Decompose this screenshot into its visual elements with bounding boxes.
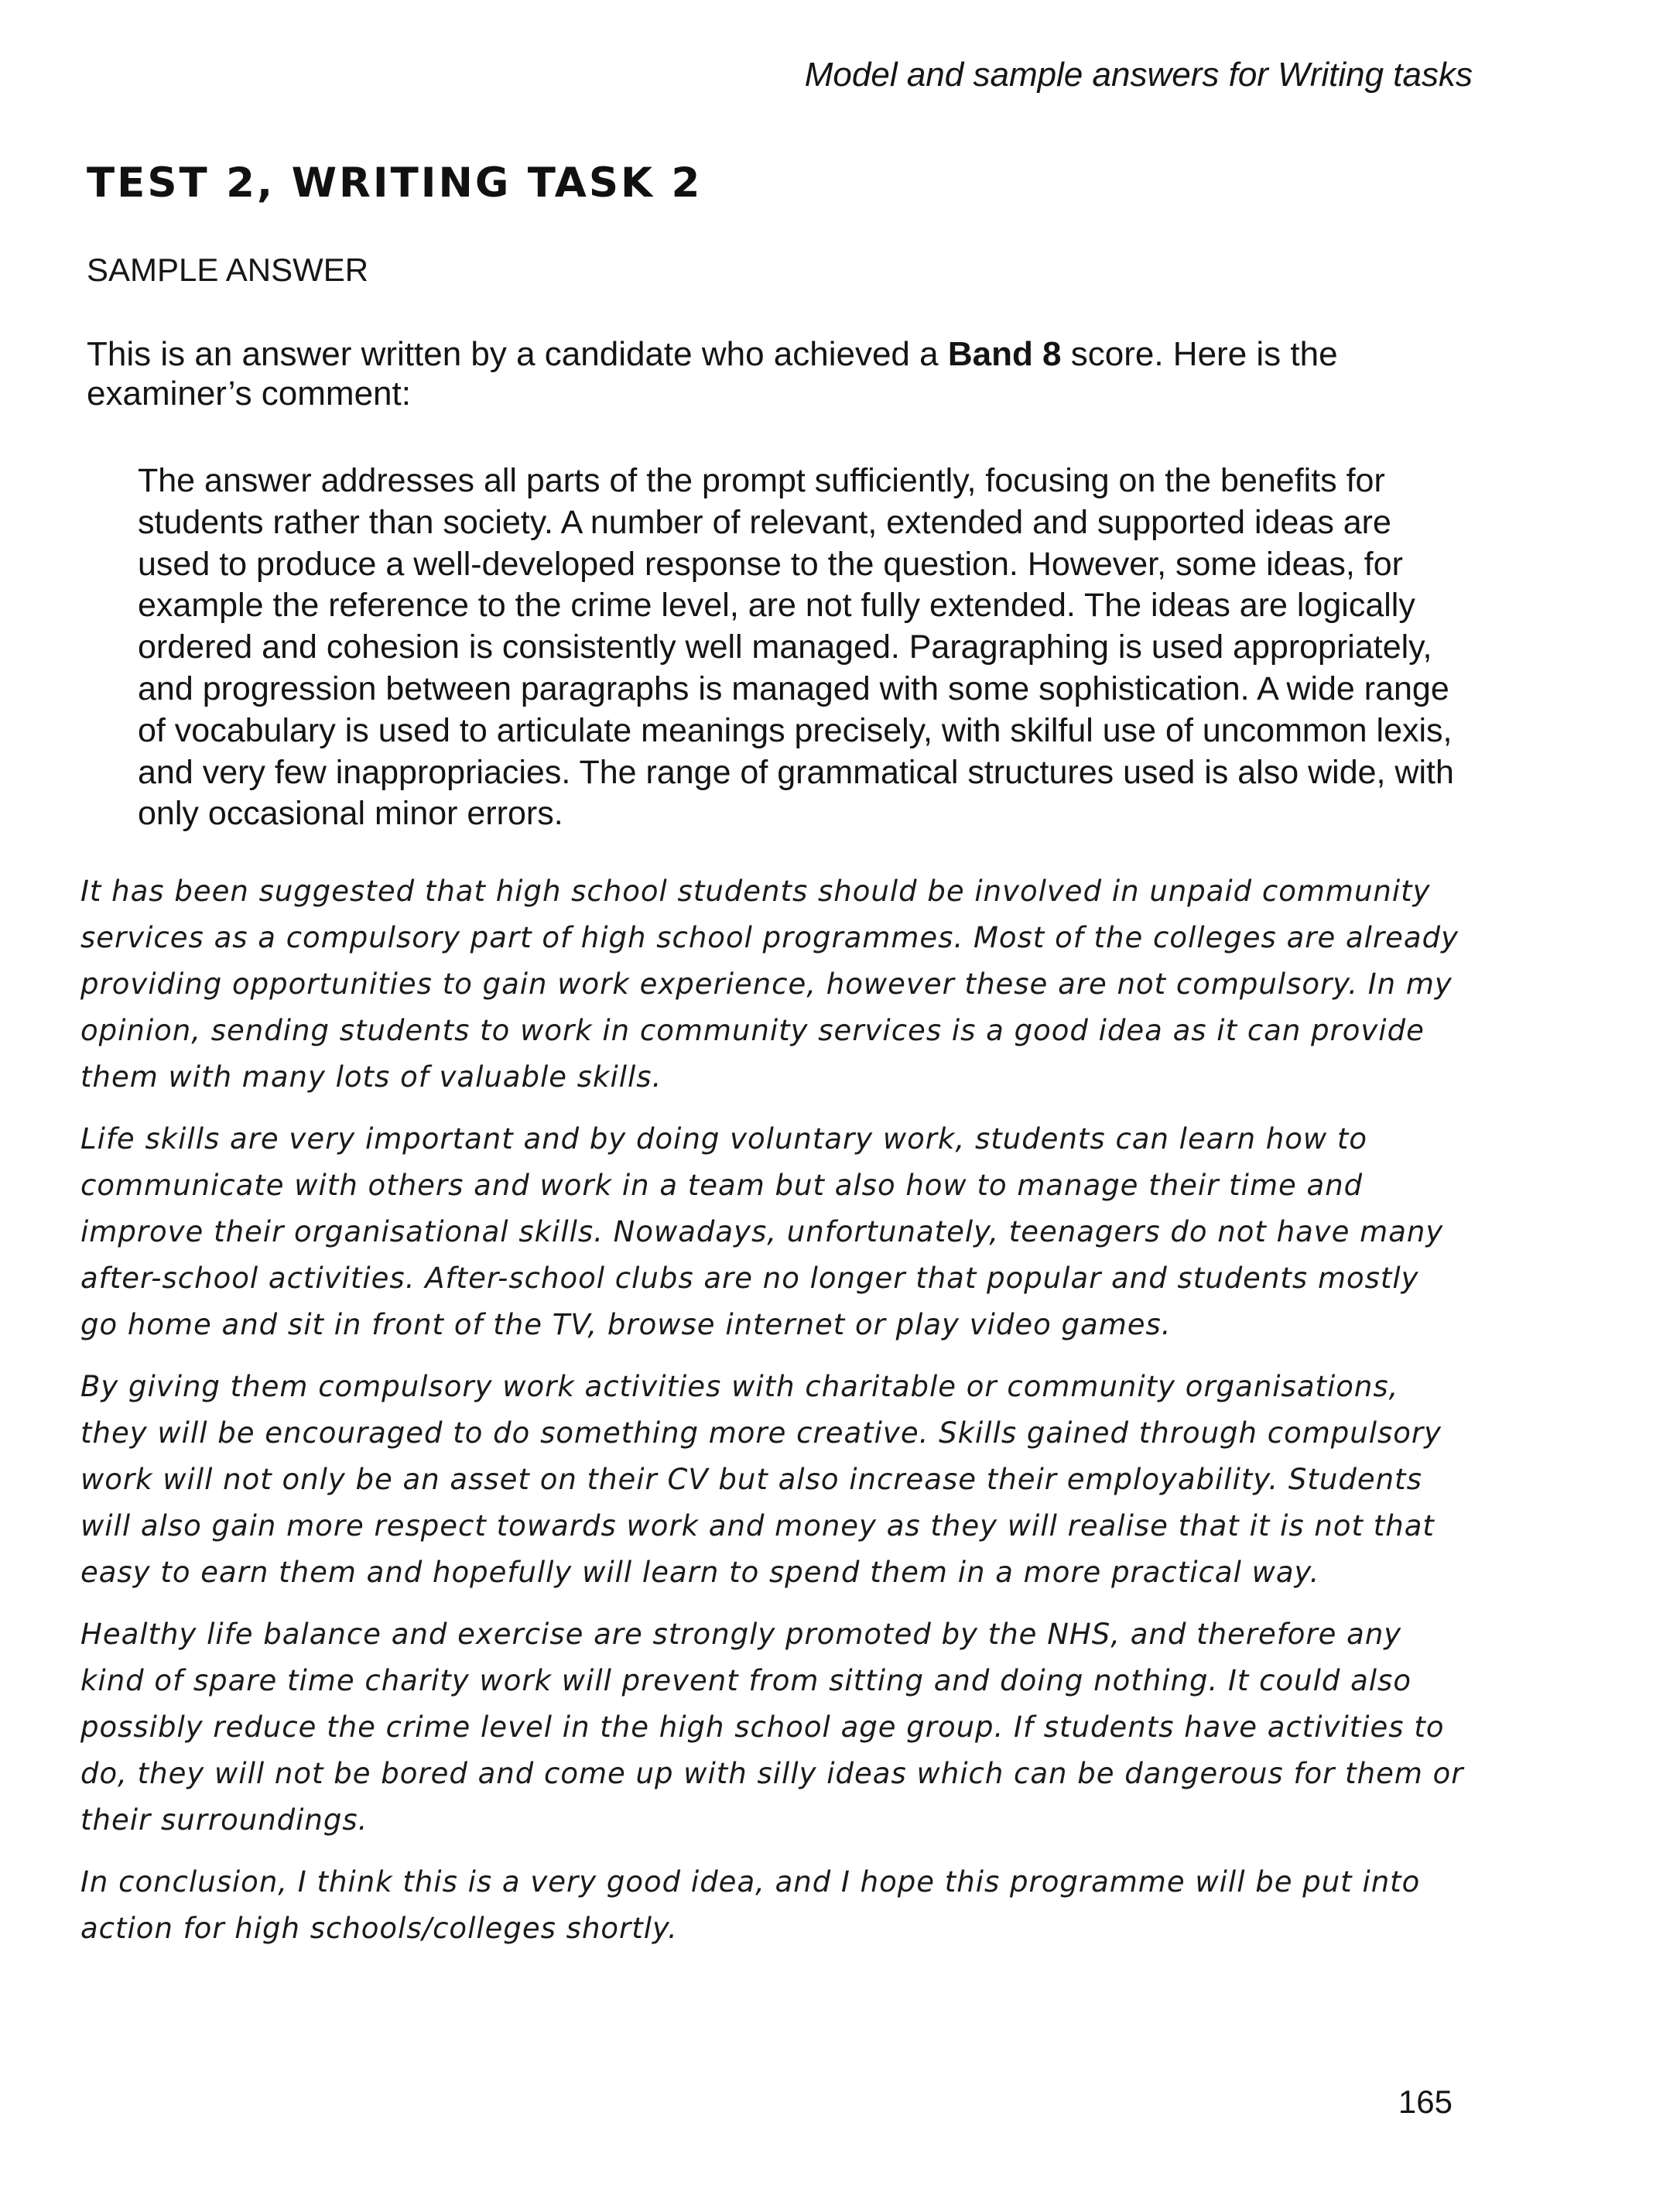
handwritten-essay <box>80 868 1466 1967</box>
intro-after-band: score. Here is the examiner’s comment: <box>87 335 1338 413</box>
running-header: Model and sample answers for Writing tasks <box>804 56 1473 94</box>
examiner-comment: The answer addresses all parts of the prompt sufficiently, focusing on the benefits for students rather than society. A number of relevant, extended and supported ideas are used to produce a well-developed response to the question. However, some ideas, for example the reference to the crime level, are not fully extended. The ideas are logically ordered and cohesion is consistently well managed. Paragraphing is used appropriately, and progression between paragraphs is managed with some sophistication. A wide range of vocabulary is used to articulate meanings precisely, with skilful use of uncommon lexis, and very few inappropriacies. The range of grammatical structures used is also wide, with only occasional minor errors. <box>138 462 1454 833</box>
intro-text <box>87 334 1441 413</box>
essay-paragraph: Healthy life balance and exercise are strongly promoted by the NHS, and therefore any kind of spare time charity work will prevent from sitting and doing nothing. It could also possibly reduce the crime level in the high school age group. If students have activities to do, they will not be bored and come up with silly ideas which can be dangerous for them or their surroundings. <box>80 1618 1464 1837</box>
page-title: TEST 2, WRITING TASK 2 <box>87 159 703 207</box>
intro-before-band: This is an answer written by a candidate who achieved a <box>87 335 948 373</box>
section-label: SAMPLE ANSWER <box>87 252 369 288</box>
essay-paragraph: Life skills are very important and by doing voluntary work, students can learn how to communicate with others and work in a team but also how to manage their time and improve their organisational skills. Nowadays, unfortunately, teenagers do not have many after-school activities. After-school clubs are no longer that popular and students mostly go home and sit in front of the TV, browse internet or play video games. <box>80 1122 1444 1341</box>
page-number: 165 <box>1398 2084 1453 2120</box>
essay-paragraph: It has been suggested that high school students should be involved in unpaid community services as a compulsory part of high school programmes. Most of the colleges are already providing opportunities to gain work experience, however these are not compulsory. In my opinion, sending students to work in community services is a good idea as it can provide them with many lots of valuable skills. <box>80 875 1459 1094</box>
band-score: Band 8 <box>947 335 1062 373</box>
essay-paragraph: In conclusion, I think this is a very good idea, and I hope this programme will be put into action for high schools/colleges shortly. <box>80 1865 1421 1945</box>
essay-paragraph: By giving them compulsory work activities with charitable or community organisations, they will be encouraged to do something more creative. Skills gained through compulsory work will not only be an asset on their CV but also increase their employability. Students will also gain more respect towards work and money as they will realise that it is not that easy to earn them and hopefully will learn to spend them in a more practical way. <box>80 1370 1442 1589</box>
